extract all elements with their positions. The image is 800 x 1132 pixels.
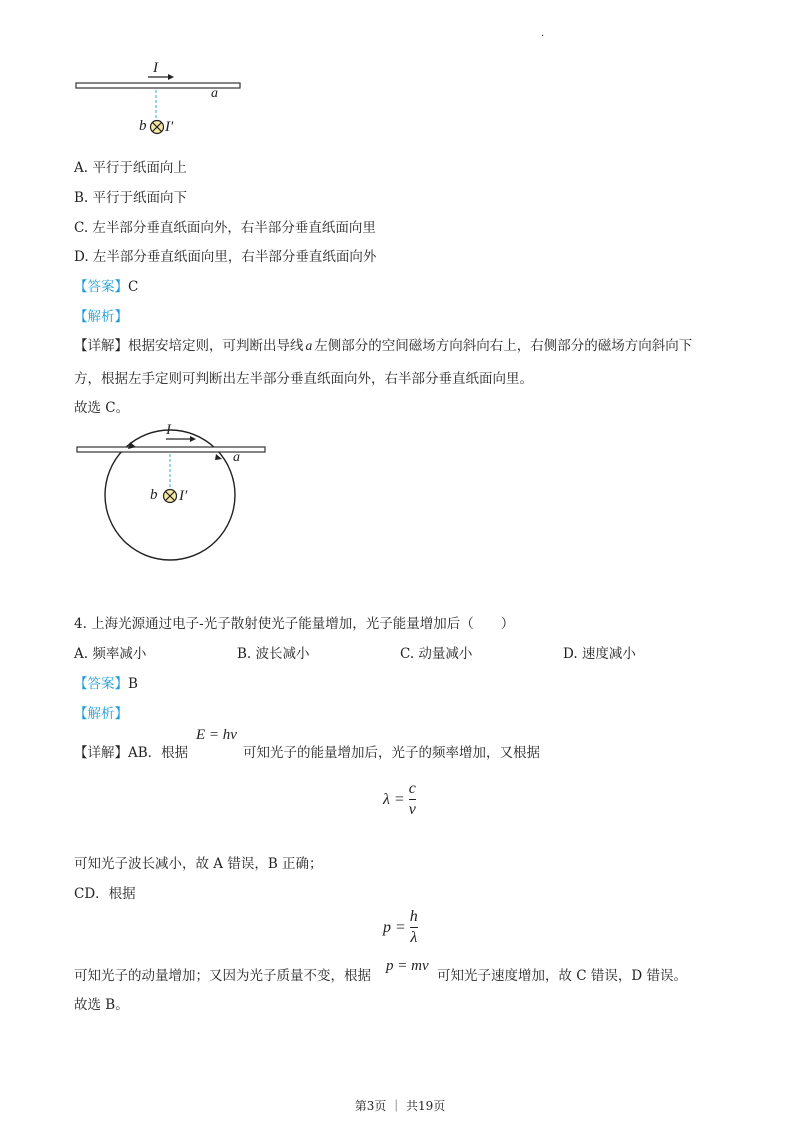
q3-option-c: C. 左半部分垂直纸面向外，右半部分垂直纸面向里 xyxy=(74,220,376,236)
q4-lambda-lhs: λ = xyxy=(383,790,405,808)
q3-detail-text-b: 左侧部分的空间磁场方向斜向右上，右侧部分的磁场方向斜向下 xyxy=(314,338,693,354)
q4-detail-tag: 【详解】 xyxy=(74,745,128,761)
q4-formula-e: E = hν xyxy=(196,727,237,743)
q3-detail-text-a: 根据安培定则，可判断出导线 xyxy=(128,338,304,354)
figure-1-point-label: b xyxy=(139,118,147,134)
q4-conclusion: 故选 B。 xyxy=(74,997,129,1013)
figure-2-point-label: b xyxy=(150,487,158,503)
q4-lambda-fraction xyxy=(409,780,416,819)
q4-p-numerator: h xyxy=(409,908,418,925)
figure-2-current-label: I xyxy=(166,422,171,438)
figure-1-current-label: I xyxy=(153,60,158,76)
q4-detail-line-1 xyxy=(74,741,188,761)
q4-lambda-formula xyxy=(383,780,416,819)
q4-option-d: D. 速度减小 xyxy=(563,646,636,662)
q4-detail-text-b: 可知光子的能量增加后，光子的频率增加，又根据 xyxy=(243,745,540,761)
q4-p-denominator: λ xyxy=(410,929,418,946)
q4-line-ab: 可知光子波长减小，故 A 错误，B 正确； xyxy=(74,856,323,872)
q4-lambda-denominator: ν xyxy=(408,801,416,818)
figure-2-current2-label: I′ xyxy=(179,488,188,504)
q4-lambda-numerator: c xyxy=(408,780,416,797)
q4-p-lhs: p = xyxy=(383,918,406,936)
q3-detail-tag: 【详解】 xyxy=(74,338,128,354)
q4-answer xyxy=(74,672,138,692)
q4-option-a: A. 频率减小 xyxy=(74,646,147,662)
q4-p-formula xyxy=(383,908,418,947)
q4-option-b: B. 波长减小 xyxy=(237,646,310,662)
q4-formula-p: p = mv xyxy=(386,958,429,974)
current-arrow-head xyxy=(190,436,196,442)
q4-analysis-tag: 【解析】 xyxy=(74,706,128,722)
q4-option-c: C. 动量减小 xyxy=(400,646,473,662)
q4-answer-tag: 【答案】 xyxy=(74,676,128,692)
q4-stem: 4. 上海光源通过电子-光子散射使光子能量增加，光子能量增加后（ ） xyxy=(74,616,515,632)
q4-detail-text-a: AB．根据 xyxy=(128,745,189,761)
q4-line-cd-a: 可知光子的动量增加；又因为光子质量不变，根据 xyxy=(74,968,371,984)
q3-option-a: A. 平行于纸面向上 xyxy=(74,160,187,176)
q3-conclusion: 故选 C。 xyxy=(74,400,130,416)
q3-option-b: B. 平行于纸面向下 xyxy=(74,190,188,206)
q3-answer-tag: 【答案】 xyxy=(74,279,128,295)
figure-2-wire-label: a xyxy=(233,450,240,465)
q3-detail-line-2: 方，根据左手定则可判断出左半部分垂直纸面向外，右半部分垂直纸面向里。 xyxy=(74,371,533,387)
q3-analysis-tag: 【解析】 xyxy=(74,309,128,325)
q3-detail-var: a xyxy=(305,338,313,353)
q4-p-fraction xyxy=(410,908,418,947)
q4-line-cd-b: 可知光子速度增加，故 C 错误，D 错误。 xyxy=(437,968,688,984)
page-footer: 第3页 ｜ 共19页 xyxy=(354,1099,446,1113)
figure-1-wire-label: a xyxy=(211,86,218,101)
q4-cd: CD．根据 xyxy=(74,886,136,902)
q3-answer-value: C xyxy=(128,279,139,295)
top-mark: . xyxy=(541,28,545,39)
q3-option-d: D. 左半部分垂直纸面向里，右半部分垂直纸面向外 xyxy=(74,249,377,265)
q4-answer-value: B xyxy=(128,676,138,692)
figure-1-current2-label: I′ xyxy=(165,119,174,135)
